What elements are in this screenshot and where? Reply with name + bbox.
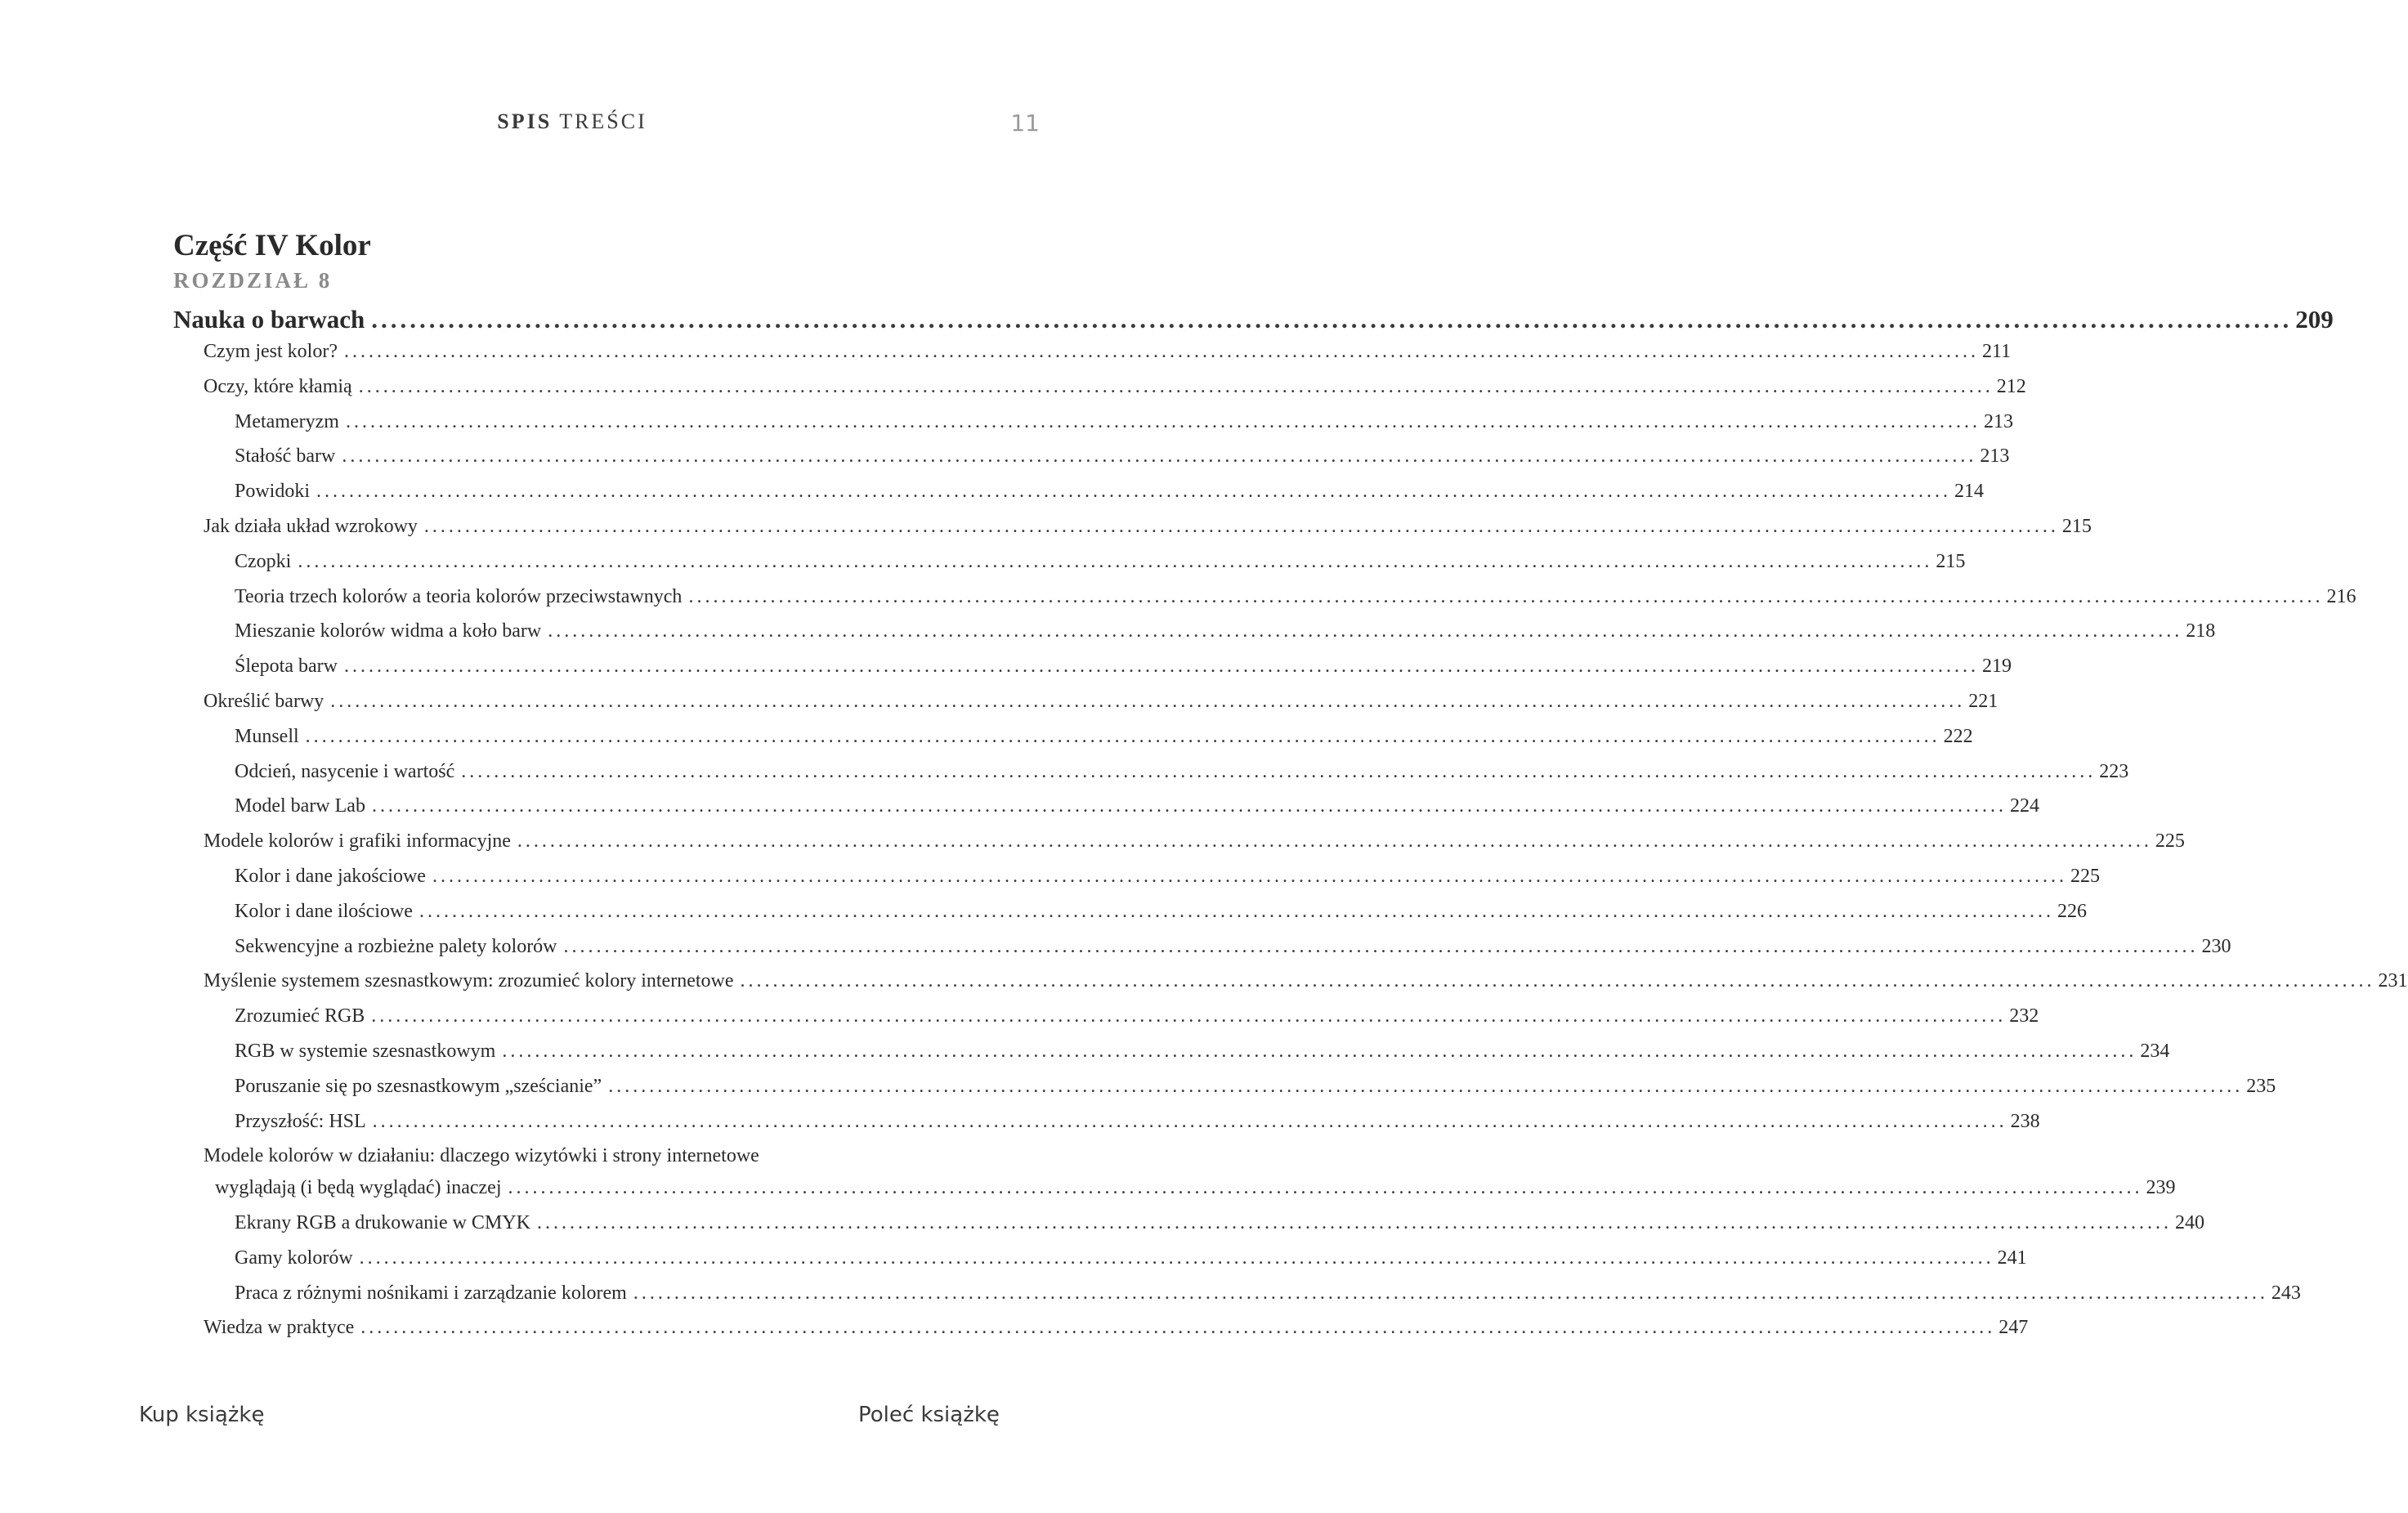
toc-entry-title: Stałość barw (235, 445, 336, 468)
running-head-rest: TREŚCI (559, 110, 647, 133)
dot-leader: ........................................................................................................................................................................................................ (305, 725, 1940, 747)
dot-leader: ........................................................................................................................................................................................................ (298, 550, 1933, 572)
toc-entry-title: Zrozumieć RGB (235, 1005, 365, 1027)
toc-entry-row[interactable] (235, 585, 2357, 620)
dot-leader: ........................................................................................................................................................................................................ (345, 410, 1981, 432)
dot-leader: ........................................................................................................................................................................................................ (343, 341, 1979, 362)
toc-entry-page: 223 (2099, 760, 2129, 782)
toc-entry-page: 225 (2155, 830, 2185, 853)
toc-entry-title: Modele kolorów w działaniu: dlaczego wizytówki i strony internetowe (204, 1145, 759, 1167)
toc-entry-title: Czym jest kolor? (204, 341, 338, 362)
toc-entry-page: 212 (1996, 375, 2026, 397)
toc-entry-row[interactable] (204, 830, 2185, 865)
toc-entry-row[interactable] (235, 481, 1985, 515)
toc-entry-page: 215 (2061, 516, 2092, 537)
toc-entry-page: 235 (2246, 1075, 2276, 1097)
dot-leader: ........................................................................................................................................................................................................ (548, 620, 2183, 642)
dot-leader: ........................................................................................................................................................................................................ (360, 1317, 1996, 1339)
toc-entry-title: Model barw Lab (235, 795, 365, 817)
toc-entry-page: 219 (1981, 656, 2012, 678)
toc-entry-title: Odcień, nasycenie i wartość (235, 760, 455, 782)
toc-entry-row[interactable] (235, 866, 2100, 900)
toc-entry-row[interactable] (235, 1041, 2170, 1075)
toc-entry-row[interactable] (235, 935, 2231, 970)
toc-entry-page: 213 (1983, 410, 2013, 432)
toc-entry-page: 222 (1943, 725, 1973, 747)
buy-book-link[interactable]: Kup książkę (139, 1403, 265, 1427)
running-head (327, 110, 817, 134)
toc-entry-title: Poruszanie się po szesnastkowym „sześcianie” (235, 1075, 602, 1097)
dot-leader: ........................................................................................................................................................................................................ (688, 585, 2324, 607)
toc-entry-page: 213 (1980, 445, 2010, 468)
dot-leader: ........................................................................................................................................................................................................ (517, 830, 2152, 853)
toc-entry-page: 226 (2057, 900, 2087, 922)
toc-entry-title: Mieszanie kolorów widma a koło barw (235, 620, 542, 642)
toc-entry-title: Teoria trzech kolorów a teoria kolorów przeciwstawnych (235, 585, 683, 607)
toc-entry-row[interactable] (235, 1212, 2204, 1247)
dot-leader: ........................................................................................................................................................................................................ (343, 656, 1979, 678)
toc-entry-page: 238 (2010, 1110, 2040, 1132)
toc-entry-row[interactable] (235, 725, 1973, 760)
toc-entry-title: Kolor i dane jakościowe (235, 866, 426, 887)
toc-entry-page: 211 (1981, 341, 2012, 362)
dot-leader: ........................................................................................................................................................................................................ (359, 1247, 1994, 1269)
toc-entry-page: 215 (1936, 550, 1966, 572)
dot-leader: ........................................................................................................................................................................................................ (461, 760, 2097, 782)
toc-entry-row[interactable] (204, 970, 2408, 1005)
toc-entry-page: 232 (2009, 1005, 2039, 1027)
toc-entry-row[interactable] (235, 445, 2010, 480)
toc-entry-title: Ślepota barw (235, 656, 338, 678)
toc-entry-page: 231 (2378, 970, 2408, 992)
toc-entry-row[interactable] (235, 760, 2129, 795)
toc-entry-row[interactable] (235, 550, 1966, 585)
toc-entry-page: 224 (2009, 795, 2039, 817)
toc-entry-title: Kolor i dane ilościowe (235, 900, 413, 922)
toc-entry-row[interactable] (235, 1075, 2276, 1110)
toc-entry-page: 243 (2271, 1282, 2301, 1304)
toc-entry-title: Praca z różnymi nośnikami i zarządzanie kolorem (235, 1282, 627, 1304)
toc-entry-row[interactable] (235, 1282, 2301, 1317)
toc-entry-row[interactable] (204, 1145, 879, 1180)
toc-chapter-title: Nauka o barwach (173, 305, 365, 333)
dot-leader: ........................................................................................................................................................................................................ (502, 1041, 2137, 1062)
toc-entry-row[interactable] (204, 375, 2026, 410)
toc-entry-page: 240 (2174, 1212, 2204, 1233)
running-head-bold: SPIS (497, 110, 553, 133)
toc-entry-row[interactable] (204, 341, 2012, 375)
chapter-label: ROZDZIAŁ 8 (173, 268, 333, 293)
dot-leader: ........................................................................................................................................................................................................ (563, 935, 2199, 957)
toc-entry-row[interactable] (235, 410, 2013, 445)
toc-entry-title: Powidoki (235, 481, 311, 503)
toc-entry-continuation-row[interactable] (215, 1177, 2176, 1211)
toc-entry-title: Wiedza w praktyce (204, 1317, 355, 1339)
toc-entry-title: Modele kolorów i grafiki informacyjne (204, 830, 511, 853)
dot-leader: ........................................................................................................................................................................................................ (418, 900, 2054, 922)
toc-entry-row[interactable] (235, 1247, 2027, 1282)
toc-entry-row[interactable] (204, 516, 2092, 550)
toc-chapter-page: 209 (2295, 305, 2334, 333)
part-title: Część IV Kolor (173, 229, 371, 262)
toc-entry-row[interactable] (204, 691, 1998, 725)
toc-entry-title: Metameryzm (235, 410, 339, 432)
toc-entry-page: 239 (2146, 1177, 2176, 1199)
toc-entry-row[interactable] (235, 656, 2012, 690)
toc-entry-title: Określić barwy (204, 691, 324, 712)
toc-entry-page: 241 (1997, 1247, 2027, 1269)
toc-entry-title: Jak działa układ wzrokowy (204, 516, 418, 537)
toc-entry-row[interactable] (204, 1317, 2029, 1351)
toc-entry-page: 214 (1954, 481, 1985, 503)
dot-leader: ........................................................................................................................................................................................................ (536, 1212, 2172, 1233)
dot-leader: ........................................................................................................................................................................................................ (371, 305, 2293, 333)
toc-entry-page: 221 (1968, 691, 1998, 712)
toc-entry-page: 247 (1998, 1317, 2029, 1339)
toc-entry-row[interactable] (235, 620, 2216, 655)
toc-entry-page: 216 (2326, 585, 2357, 607)
dot-leader: ........................................................................................................................................................................................................ (740, 970, 2375, 992)
toc-entry-row[interactable] (235, 1005, 2039, 1040)
toc-entry-title: Munsell (235, 725, 299, 747)
toc-entry-title: RGB w systemie szesnastkowym (235, 1041, 496, 1062)
dot-leader: ........................................................................................................................................................................................................ (316, 481, 1952, 503)
toc-entry-row[interactable] (235, 795, 2039, 830)
toc-entry-row[interactable] (235, 900, 2087, 935)
toc-entry-title: Czopki (235, 550, 292, 572)
dot-leader: ........................................................................................................................................................................................................ (633, 1282, 2268, 1304)
recommend-book-link[interactable]: Poleć książkę (858, 1403, 1000, 1427)
dot-leader: ........................................................................................................................................................................................................ (358, 375, 1994, 397)
toc-entry-title: Przyszłość: HSL (235, 1110, 366, 1132)
dot-leader: ........................................................................................................................................................................................................ (423, 516, 2059, 537)
toc-entry-title: Sekwencyjne a rozbieżne palety kolorów (235, 935, 557, 957)
dot-leader: ........................................................................................................................................................................................................ (508, 1177, 2143, 1199)
dot-leader: ........................................................................................................................................................................................................ (371, 795, 2007, 817)
dot-leader: ........................................................................................................................................................................................................ (330, 691, 1966, 712)
toc-entry-title-continuation: wyglądają (i będą wyglądać) inaczej (215, 1177, 502, 1199)
toc-entry-title: Ekrany RGB a drukowanie w CMYK (235, 1212, 530, 1233)
toc-entry-page: 218 (2186, 620, 2216, 642)
toc-chapter-row[interactable] (173, 305, 2334, 341)
dot-leader: ........................................................................................................................................................................................................ (372, 1110, 2007, 1132)
dot-leader: ........................................................................................................................................................................................................ (608, 1075, 2244, 1097)
dot-leader: ........................................................................................................................................................................................................ (342, 445, 1977, 468)
toc-entry-title: Oczy, które kłamią (204, 375, 352, 397)
dot-leader: ........................................................................................................................................................................................................ (432, 866, 2067, 887)
toc-entry-page: 225 (2070, 866, 2100, 887)
toc-entry-page: 234 (2140, 1041, 2170, 1062)
page-number: 11 (1010, 110, 1040, 137)
toc-entry-title: Myślenie systemem szesnastkowym: zrozumieć kolory internetowe (204, 970, 734, 992)
toc-entry-page: 230 (2201, 935, 2231, 957)
toc-entry-row[interactable] (235, 1110, 2040, 1145)
toc-entry-title: Gamy kolorów (235, 1247, 353, 1269)
dot-leader: ........................................................................................................................................................................................................ (371, 1005, 2007, 1027)
